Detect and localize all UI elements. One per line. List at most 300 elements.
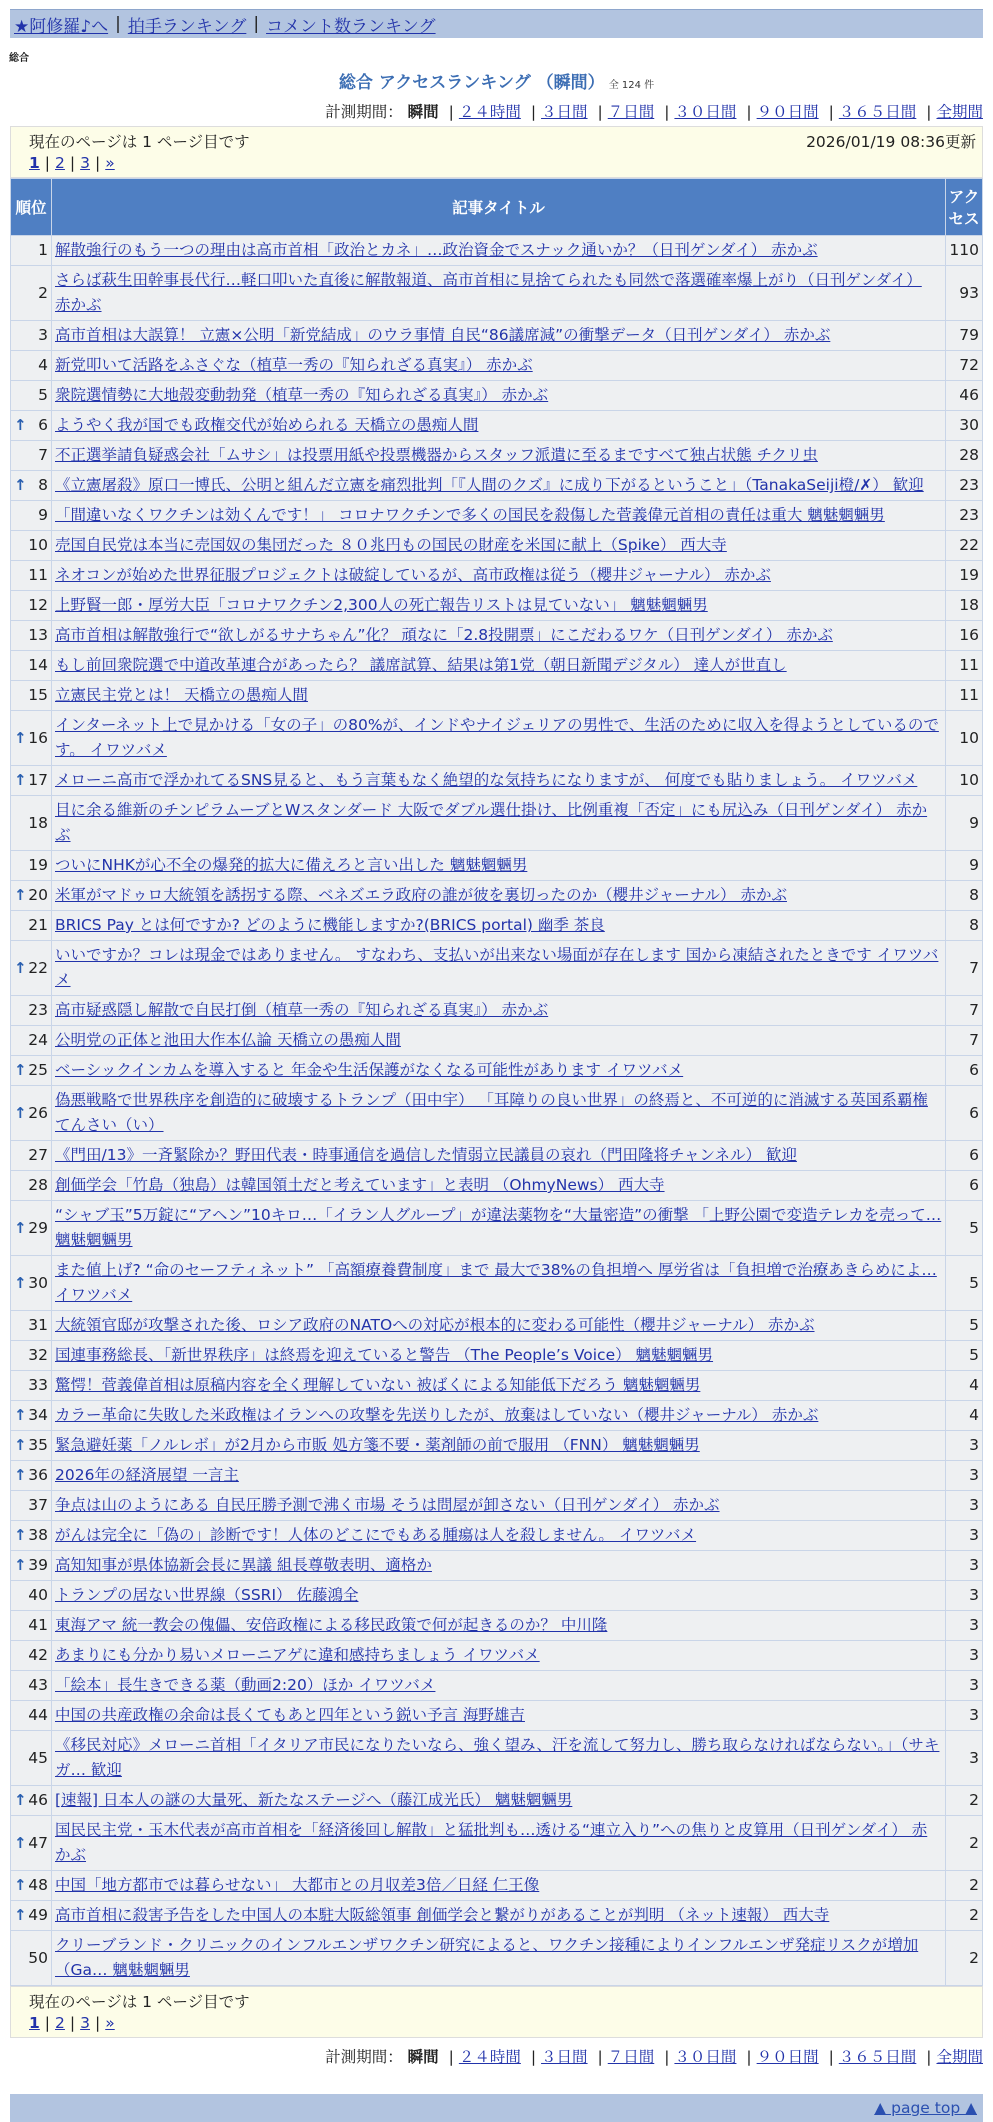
table-row (11, 351, 983, 381)
access-count: 3 (946, 1491, 983, 1521)
table-row (11, 851, 983, 881)
period-current: 瞬間 (407, 103, 439, 121)
article-link[interactable]: ようやく我が国でも政権交代が始められる 天橋立の愚痴人間 (55, 416, 479, 434)
title-cell (52, 621, 946, 651)
article-link[interactable]: トランプの居ない世界線（SSRI） 佐藤鴻全 (55, 1586, 359, 1604)
rank-cell (11, 1816, 52, 1871)
table-row (11, 471, 983, 501)
access-count: 3 (946, 1461, 983, 1491)
article-link[interactable]: メローニ高市で浮かれてるSNS見ると、もう言葉もなく絶望的な気持ちになりますが、 何度でも貼りましょう。 イワツバメ (55, 771, 918, 789)
title-cell (52, 441, 946, 471)
pager-link[interactable]: 2 (55, 154, 65, 172)
title-cell (52, 321, 946, 351)
rank-up-arrow-icon: ↑ (14, 1526, 27, 1544)
access-count: 6 (946, 1141, 983, 1171)
rank-up-arrow-icon: ↑ (14, 1791, 27, 1809)
rank-cell (11, 881, 52, 911)
title-cell (52, 351, 946, 381)
table-row (11, 441, 983, 471)
table-row (11, 621, 983, 651)
page-info-top (10, 126, 983, 178)
article-link[interactable]: 高市首相は大誤算！ 立憲×公明「新党結成」のウラ事情 自民“86議席減”の衝撃データ（日刊ゲンダイ） 赤かぶ (55, 326, 831, 344)
rank-cell (11, 411, 52, 441)
access-count: 3 (946, 1701, 983, 1731)
period-link[interactable]: ７日間 (607, 103, 655, 121)
table-row (11, 1311, 983, 1341)
table-row (11, 561, 983, 591)
table-row (11, 1086, 983, 1141)
rank-cell (11, 351, 52, 381)
title-cell (52, 1701, 946, 1731)
title-cell (52, 796, 946, 851)
rank-cell (11, 591, 52, 621)
table-row (11, 1341, 983, 1371)
rank-cell (11, 561, 52, 591)
rank-cell (11, 321, 52, 351)
top-nav-bar (10, 9, 983, 38)
pager-next[interactable]: » (105, 2014, 115, 2032)
rank-cell (11, 1521, 52, 1551)
title-cell (52, 1201, 946, 1256)
access-count: 110 (946, 236, 983, 266)
rank-cell (11, 996, 52, 1026)
article-link[interactable]: ネオコンが始めた世界征服プロジェクトは破綻しているが、高市政権は従う（櫻井ジャーナル） 赤かぶ (55, 566, 771, 584)
rank-up-arrow-icon: ↑ (14, 1833, 27, 1852)
period-separator: | (530, 2048, 537, 2066)
rank-cell (11, 711, 52, 766)
article-link[interactable]: さらば萩生田幹事長代行…軽口叩いた直後に解散報道、高市首相に見捨てられたも同然で落選確率爆上がり（日刊ゲンダイ） 赤かぶ (55, 271, 922, 314)
rank-number: 13 (28, 626, 48, 644)
table-row (11, 941, 983, 996)
article-link[interactable]: 新党叩いて活路をふさぐな（植草一秀の『知られざる真実』） 赤かぶ (55, 356, 533, 374)
rank-number: 27 (28, 1146, 48, 1164)
pager-link[interactable]: 3 (80, 154, 91, 172)
rank-cell (11, 1641, 52, 1671)
pager-link[interactable]: 3 (80, 2014, 91, 2032)
pager-separator: | (44, 154, 51, 172)
ranking-rows (11, 236, 983, 1986)
article-link[interactable]: 「絵本」長生きできる薬（動画2:20）ほか イワツバメ (55, 1676, 436, 1694)
access-count: 8 (946, 911, 983, 941)
article-link[interactable]: インターネット上で見かける「女の子」の80%が、インドやナイジェリアの男性で、生活のために収入を得ようとしているのです。 イワツバメ (55, 716, 939, 759)
access-count: 6 (946, 1086, 983, 1141)
title-cell (52, 381, 946, 411)
title-cell (52, 1141, 946, 1171)
pager-separator: | (69, 2014, 76, 2032)
pager-separator: | (95, 154, 101, 172)
title-cell (52, 1551, 946, 1581)
rank-cell (11, 471, 52, 501)
period-separator: | (448, 2048, 454, 2066)
access-count: 30 (946, 411, 983, 441)
rank-cell (11, 1371, 52, 1401)
table-row (11, 1056, 983, 1086)
access-count: 9 (946, 796, 983, 851)
title-cell (52, 711, 946, 766)
rank-cell (11, 1056, 52, 1086)
item-count: 全 124 件 (608, 80, 655, 91)
rank-cell (11, 1731, 52, 1786)
title-cell (52, 266, 946, 321)
article-link[interactable]: ついにNHKが心不全の爆発的拡大に備えろと言い出した 魑魅魍魎男 (55, 856, 528, 874)
rank-number: 23 (28, 1001, 48, 1019)
pager-bottom (29, 2012, 976, 2034)
rank-up-arrow-icon: ↑ (14, 1273, 27, 1292)
article-link[interactable]: 国連事務総長、「新世界秩序」は終焉を迎えていると警告 （The People’s Voice） 魑魅魍魎男 (55, 1346, 714, 1364)
article-link[interactable]: 《立憲屠殺》原口一博氏、公明と組んだ立憲を痛烈批判「『人間のクズ』に成り下がるということ」（TanakaSeiji橙/✗） 歓迎 (55, 476, 924, 494)
page-top-link[interactable]: ▲ page top ▲ (874, 2099, 977, 2117)
rank-number: 21 (28, 916, 48, 934)
rank-number: 26 (28, 1103, 48, 1122)
access-count: 93 (946, 266, 983, 321)
rank-number: 18 (28, 813, 48, 832)
period-separator: | (597, 103, 603, 121)
article-link[interactable]: 《門田/13》一斉緊除か？野田代表・時事通信を過信した情弱立民議員の哀れ（門田隆将チャンネル） 歓迎 (55, 1146, 797, 1164)
rank-cell (11, 1431, 52, 1461)
article-link[interactable]: BRICS Pay とは何ですか? どのように機能しますか?(BRICS portal) 幽季 茶良 (55, 916, 605, 934)
title-cell (52, 591, 946, 621)
period-link[interactable]: ３６５日間 (838, 2048, 917, 2066)
access-count: 3 (946, 1731, 983, 1786)
table-row (11, 266, 983, 321)
article-link[interactable]: 高市疑惑隠し解散で自民打倒（植草一秀の『知られざる真実』） 赤かぶ (55, 1001, 549, 1019)
title-cell (52, 1086, 946, 1141)
title-cell (52, 1641, 946, 1671)
access-count: 46 (946, 381, 983, 411)
rank-up-arrow-icon: ↑ (14, 1906, 27, 1924)
period-link[interactable]: ９０日間 (756, 103, 819, 121)
article-link[interactable]: クリーブランド・クリニックのインフルエンザワクチン研究によると、ワクチン接種によりインフルエンザ発症リスクが増加 （Ga… 魑魅魍魎男 (55, 1936, 919, 1979)
period-separator: | (448, 103, 454, 121)
article-link[interactable]: 公明党の正体と池田大作本仏論 天橋立の愚痴人間 (55, 1031, 401, 1049)
title-cell (52, 1901, 946, 1931)
period-link[interactable]: ３０日間 (674, 103, 737, 121)
table-row (11, 531, 983, 561)
rank-up-arrow-icon: ↑ (14, 886, 27, 904)
title-cell (52, 1171, 946, 1201)
rank-number: 50 (28, 1948, 48, 1967)
access-count: 3 (946, 1551, 983, 1581)
title-cell (52, 1431, 946, 1461)
table-row (11, 1816, 983, 1871)
article-link[interactable]: 国民民主党・玉木代表が高市首相を「経済後回し解散」と猛批判も…透ける“連立入り”への焦りと皮算用（日刊ゲンダイ） 赤かぶ (55, 1821, 928, 1864)
article-link[interactable]: 驚愕！菅義偉首相は原稿内容を全く理解していない 被ばくによる知能低下だろう 魑魅魍魎男 (55, 1376, 701, 1394)
rank-number: 2 (38, 283, 48, 302)
period-link[interactable]: ２４時間 (458, 2048, 521, 2066)
pager-link[interactable]: 2 (55, 2014, 65, 2032)
rank-number: 12 (28, 596, 48, 614)
rank-number: 37 (28, 1496, 48, 1514)
table-row (11, 996, 983, 1026)
rank-number: 17 (28, 771, 48, 789)
table-header-row (11, 179, 983, 236)
period-link[interactable]: ３６５日間 (838, 103, 917, 121)
article-link[interactable]: 高市首相に殺害予告をした中国人の本駐大阪総領事 創価学会と繋がりがあることが判明 （ネット速報） 西大寺 (55, 1906, 830, 1924)
rank-number: 1 (38, 241, 48, 259)
page-info-text: 現在のページは 1 ページ目です (29, 133, 250, 151)
article-link[interactable]: いいですか？コレは現金ではありません。 すなわち、支払いが出来ない場面が存在します 国から凍結されたときです イワツバメ (55, 946, 939, 989)
article-link[interactable]: 東海アマ 統一教会の傀儡、安倍政権による移民政策で何が起きるのか？ 中川隆 (55, 1616, 608, 1634)
rank-up-arrow-icon: ↑ (14, 958, 27, 977)
table-row (11, 1551, 983, 1581)
rank-number: 31 (28, 1316, 48, 1334)
access-count: 4 (946, 1401, 983, 1431)
article-link[interactable]: 解散強行のもう一つの理由は高市首相「政治とカネ」…政治資金でスナック通いか？（日刊ゲンダイ） 赤かぶ (55, 241, 818, 259)
table-row (11, 711, 983, 766)
table-row (11, 1256, 983, 1311)
access-count: 23 (946, 471, 983, 501)
rank-cell (11, 911, 52, 941)
rank-number: 20 (28, 886, 48, 904)
article-link[interactable]: 上野賢一郎・厚労大臣「コロナワクチン2,300人の死亡報告リストは見ていない」 魑魅魍魎男 (55, 596, 708, 614)
article-link[interactable]: 売国自民党は本当に売国奴の集団だった ８０兆円もの国民の財産を米国に献上（Spike） 西大寺 (55, 536, 727, 554)
access-count: 9 (946, 851, 983, 881)
title-cell (52, 651, 946, 681)
access-count: 6 (946, 1171, 983, 1201)
rank-number: 29 (28, 1218, 48, 1237)
rank-cell (11, 621, 52, 651)
rank-number: 43 (28, 1676, 48, 1694)
title-cell (52, 236, 946, 266)
access-count: 18 (946, 591, 983, 621)
rank-cell (11, 1786, 52, 1816)
pager-separator: | (95, 2014, 101, 2032)
rank-number: 36 (28, 1466, 48, 1484)
access-count: 5 (946, 1341, 983, 1371)
access-count: 10 (946, 766, 983, 796)
period-link[interactable]: 全期間 (936, 103, 983, 121)
access-count: 3 (946, 1611, 983, 1641)
rank-cell (11, 266, 52, 321)
title-cell (52, 1056, 946, 1086)
title-cell (52, 411, 946, 441)
pager-next[interactable]: » (105, 154, 115, 172)
table-row (11, 1371, 983, 1401)
rank-cell (11, 1086, 52, 1141)
pager-separator: | (44, 2014, 51, 2032)
article-link[interactable]: “シャブ玉”5万錠に“アヘン”10キロ…「イラン人グループ」が違法薬物を“大量密造”の衝撃 「上野公園で変造テレカを売って… 魑魅魍魎男 (55, 1206, 942, 1249)
rank-up-arrow-icon: ↑ (14, 1103, 27, 1122)
table-row (11, 796, 983, 851)
article-link[interactable]: ベーシックインカムを導入すると 年金や生活保護がなくなる可能性があります イワツバメ (55, 1061, 684, 1079)
rank-up-arrow-icon: ↑ (14, 1406, 27, 1424)
nav-clap-ranking[interactable]: 拍手ランキング (127, 16, 247, 37)
table-row (11, 1171, 983, 1201)
table-row (11, 1701, 983, 1731)
rank-up-arrow-icon: ↑ (14, 416, 27, 434)
table-row (11, 651, 983, 681)
title-cell (52, 1786, 946, 1816)
nav-separator: | (115, 14, 121, 34)
table-row (11, 681, 983, 711)
pager-separator: | (69, 154, 76, 172)
period-label: 計測期間： (325, 2048, 403, 2066)
article-link[interactable]: 創価学会「竹島（独島）は韓国領土だと考えています」と表明 （OhmyNews） 西大寺 (55, 1176, 665, 1194)
title-cell (52, 766, 946, 796)
table-row (11, 1491, 983, 1521)
period-link[interactable]: ７日間 (607, 2048, 655, 2066)
article-link[interactable]: 立憲民主党とは！ 天橋立の愚痴人間 (55, 686, 308, 704)
period-link[interactable]: ３日間 (541, 103, 588, 121)
article-link[interactable]: 中国の共産政権の余命は長くてもあと四年という鋭い予言 海野雄吉 (55, 1706, 525, 1724)
rank-cell (11, 1256, 52, 1311)
table-row (11, 1461, 983, 1491)
article-link[interactable]: がんは完全に「偽の」診断です！人体のどこにでもある腫瘍は人を殺しません。 イワツバメ (55, 1526, 697, 1544)
access-count: 2 (946, 1901, 983, 1931)
rank-cell (11, 1461, 52, 1491)
title-cell (52, 1871, 946, 1901)
article-link[interactable]: 偽悪戦略で世界秩序を創造的に破壊するトランプ（田中宇） 「耳障りの良い世界」の終焉と、不可逆的に消滅する英国系覇権 てんさい（い） (55, 1091, 928, 1134)
rank-number: 39 (28, 1556, 48, 1574)
rank-up-arrow-icon: ↑ (14, 1466, 27, 1484)
period-separator: | (828, 2048, 834, 2066)
access-count: 7 (946, 941, 983, 996)
article-link[interactable]: 2026年の経済展望 一言主 (55, 1466, 239, 1484)
rank-up-arrow-icon: ↑ (14, 1061, 27, 1079)
article-link[interactable]: 緊急避妊薬「ノルレボ」が2月から市販 処方箋不要・薬剤師の前で服用 （FNN） 魑魅魍魎男 (55, 1436, 700, 1454)
title-cell (52, 1521, 946, 1551)
table-row (11, 1901, 983, 1931)
period-link[interactable]: ３日間 (541, 2048, 588, 2066)
title-cell (52, 1671, 946, 1701)
article-link[interactable]: 争点は山のようにある 自民圧勝予測で沸く市場 そうは問屋が卸さない（日刊ゲンダイ） 赤かぶ (55, 1496, 720, 1514)
access-count: 10 (946, 711, 983, 766)
article-link[interactable]: 《移民対応》メローニ首相「イタリア市民になりたいなら、強く望み、汗を流して努力し、勝ち取らなければならない。」（サキガ… 歓迎 (55, 1736, 940, 1779)
access-count: 16 (946, 621, 983, 651)
rank-number: 45 (28, 1748, 48, 1767)
rank-number: 5 (38, 386, 48, 404)
access-count: 2 (946, 1931, 983, 1986)
article-link[interactable]: カラー革命に失敗した米政権はイランへの攻撃を先送りしたが、放棄はしていない（櫻井ジャーナル） 赤かぶ (55, 1406, 819, 1424)
rank-number: 4 (38, 356, 48, 374)
period-link[interactable]: 全期間 (936, 2048, 983, 2066)
section-label: 総合 (9, 53, 29, 64)
period-current: 瞬間 (407, 2048, 439, 2066)
table-row (11, 411, 983, 441)
rank-cell (11, 941, 52, 996)
rank-cell (11, 501, 52, 531)
nav-asyura-home[interactable]: ★阿修羅♪へ (14, 16, 109, 37)
period-separator: | (530, 103, 537, 121)
rank-cell (11, 851, 52, 881)
ranking-table (10, 178, 983, 1986)
rank-cell (11, 1491, 52, 1521)
title-cell (52, 1491, 946, 1521)
period-separator: | (926, 2048, 932, 2066)
rank-cell (11, 531, 52, 561)
table-row (11, 381, 983, 411)
table-row (11, 1786, 983, 1816)
article-link[interactable]: 衆院選情勢に大地殻変動勃発（植草一秀の『知られざる真実』） 赤かぶ (55, 386, 549, 404)
access-count: 23 (946, 501, 983, 531)
page-info-row (29, 130, 976, 152)
rank-number: 46 (28, 1791, 48, 1809)
article-link[interactable]: また値上げ? “命のセーフティネット” 「高額療養費制度」まで 最大で38%の負担増へ 厚労省は「負担増で治療あきらめによ… イワツバメ (55, 1261, 937, 1304)
article-link[interactable]: 大統領官邸が攻撃された後、ロシア政府のNATOへの対応が根本的に変わる可能性（櫻井ジャーナル） 赤かぶ (55, 1316, 815, 1334)
title-cell (52, 1401, 946, 1431)
rank-number: 3 (38, 326, 48, 344)
access-count: 11 (946, 681, 983, 711)
article-link[interactable]: 高市首相は解散強行で“欲しがるサナちゃん”化？ 頑なに「2.8投開票」にこだわるワケ（日刊ゲンダイ） 赤かぶ (55, 626, 833, 644)
table-row (11, 591, 983, 621)
rank-number: 8 (38, 476, 48, 494)
rank-number: 32 (28, 1346, 48, 1364)
article-link[interactable]: 米軍がマドゥロ大統領を誘拐する際、ベネズエラ政府の誰が彼を裏切ったのか（櫻井ジャーナル） 赤かぶ (55, 886, 787, 904)
period-link[interactable]: ９０日間 (756, 2048, 819, 2066)
table-row (11, 1026, 983, 1056)
pager-current[interactable]: 1 (29, 154, 40, 172)
title-cell (52, 1611, 946, 1641)
rank-number: 44 (28, 1706, 48, 1724)
table-row (11, 1521, 983, 1551)
article-link[interactable]: [速報] 日本人の謎の大量死、新たなステージへ（藤江成光氏） 魑魅魍魎男 (55, 1791, 573, 1809)
rank-cell (11, 1311, 52, 1341)
rank-cell (11, 1931, 52, 1986)
rank-number: 42 (28, 1646, 48, 1664)
access-count: 4 (946, 1371, 983, 1401)
access-count: 22 (946, 531, 983, 561)
article-link[interactable]: もし前回衆院選で中道改革連合があったら？ 議席試算、結果は第1党（朝日新聞デジタル） 達人が世直し (55, 656, 787, 674)
article-link[interactable]: 「間違いなくワクチンは効くんです！」 コロナワクチンで多くの国民を殺傷した菅義偉元首相の責任は重大 魑魅魍魎男 (55, 506, 885, 524)
rank-cell (11, 651, 52, 681)
page-info-row (29, 1990, 976, 2012)
rank-number: 48 (28, 1876, 48, 1894)
access-count: 19 (946, 561, 983, 591)
article-link[interactable]: 中国「地方都市では暮らせない」 大都市との月収差3倍／日経 仁王像 (55, 1876, 540, 1894)
title-cell (52, 681, 946, 711)
page-info-text: 現在のページは 1 ページ目です (29, 1993, 250, 2011)
rank-up-arrow-icon: ↑ (14, 1218, 27, 1237)
rank-cell (11, 1611, 52, 1641)
article-link[interactable]: 高知知事が県体協新会長に異議 組長尊敬表明、適格か (55, 1556, 432, 1574)
rank-number: 24 (28, 1031, 48, 1049)
article-link[interactable]: 不正選挙請負疑惑会社「ムサシ」は投票用紙や投票機器からスタッフ派遣に至るまですべて独占状態 チクリ虫 (55, 446, 818, 464)
period-link[interactable]: ３０日間 (674, 2048, 737, 2066)
period-separator: | (828, 103, 834, 121)
access-count: 3 (946, 1521, 983, 1551)
rank-cell (11, 1551, 52, 1581)
access-count: 8 (946, 881, 983, 911)
table-row (11, 1431, 983, 1461)
table-row (11, 1931, 983, 1986)
rank-cell (11, 1141, 52, 1171)
page-info-bottom (10, 1986, 983, 2038)
rank-number: 33 (28, 1376, 48, 1394)
title-cell (52, 1026, 946, 1056)
period-selector-bottom (0, 2045, 983, 2067)
period-label: 計測期間： (325, 103, 403, 121)
rank-cell (11, 1026, 52, 1056)
access-count: 28 (946, 441, 983, 471)
rank-cell (11, 1171, 52, 1201)
period-separator: | (664, 2048, 670, 2066)
period-link[interactable]: ２４時間 (458, 103, 521, 121)
rank-number: 9 (38, 506, 48, 524)
rank-number: 49 (28, 1906, 48, 1924)
rank-up-arrow-icon: ↑ (14, 771, 27, 789)
table-row (11, 766, 983, 796)
access-count: 11 (946, 651, 983, 681)
rank-up-arrow-icon: ↑ (14, 728, 27, 747)
rank-cell (11, 766, 52, 796)
rank-number: 47 (28, 1833, 48, 1852)
nav-comment-ranking[interactable]: コメント数ランキング (266, 16, 436, 37)
rank-number: 25 (28, 1061, 48, 1079)
pager-current[interactable]: 1 (29, 2014, 40, 2032)
title-cell (52, 1931, 946, 1986)
article-link[interactable]: あまりにも分かり易いメローニアゲに違和感持ちましょう イワツバメ (55, 1646, 540, 1664)
article-link[interactable]: 目に余る維新のチンピラムーブとWスタンダード 大阪でダブル選仕掛け、比例重複「否定」にも尻込み（日刊ゲンダイ） 赤かぶ (55, 801, 928, 844)
